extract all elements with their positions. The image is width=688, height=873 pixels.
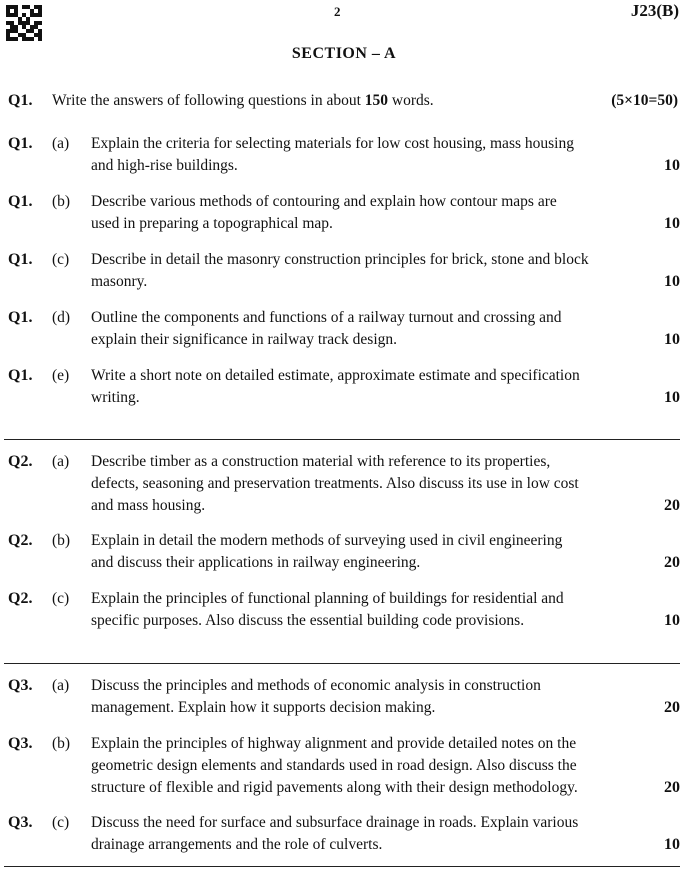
question-part: (d) xyxy=(52,309,71,326)
question-line: Describe timber as a construction material with reference to its properties, xyxy=(91,453,551,470)
question-marks: 10 xyxy=(664,612,680,629)
question-line: Describe in detail the masonry construction principles for brick, stone and block xyxy=(91,251,589,268)
question-line: specific purposes. Also discuss the essential building code provisions. xyxy=(91,612,525,629)
question-number: Q3. xyxy=(8,814,33,831)
instruction-text xyxy=(52,92,434,110)
question-marks: 20 xyxy=(664,779,680,796)
question-part: (a) xyxy=(52,135,70,152)
question-number: Q1. xyxy=(8,193,33,210)
question-part: (c) xyxy=(52,251,70,268)
question-number: Q1. xyxy=(8,251,33,268)
question-line: Explain in detail the modern methods of surveying used in civil engineering xyxy=(91,532,563,549)
question-marks: 20 xyxy=(664,497,680,514)
instruction-qno: Q1. xyxy=(8,92,33,109)
section-title: SECTION – A xyxy=(291,45,397,62)
question-text xyxy=(91,733,647,799)
question-line: defects, seasoning and preservation treatments. Also discuss its use in low cost xyxy=(91,475,579,492)
divider xyxy=(4,439,680,440)
question-number: Q1. xyxy=(8,135,33,152)
question-part: (e) xyxy=(52,367,70,384)
question-text xyxy=(91,812,647,856)
question-line: drainage arrangements and the role of culverts. xyxy=(91,836,383,853)
question-part: (a) xyxy=(52,677,70,694)
question-line: Write a short note on detailed estimate, approximate estimate and specification xyxy=(91,367,580,384)
question-line: management. Explain how it supports decision making. xyxy=(91,699,436,716)
question-marks: 10 xyxy=(664,389,680,406)
question-text xyxy=(91,530,647,574)
question-line: and discuss their applications in railway engineering. xyxy=(91,554,421,571)
question-line: Explain the principles of functional planning of buildings for residential and xyxy=(91,590,564,607)
question-part: (c) xyxy=(52,590,70,607)
question-text xyxy=(91,191,647,235)
question-text xyxy=(91,588,647,632)
question-marks: 10 xyxy=(664,157,680,174)
page-number: 2 xyxy=(334,4,341,19)
question-text xyxy=(91,675,647,719)
question-marks: 10 xyxy=(664,215,680,232)
question-text xyxy=(91,451,647,517)
question-line: Explain the principles of highway alignment and provide detailed notes on the xyxy=(91,735,577,752)
instruction xyxy=(8,92,680,110)
question-line: Discuss the principles and methods of economic analysis in construction xyxy=(91,677,541,694)
instruction-marks: (5×10=50) xyxy=(611,92,678,109)
question-number: Q1. xyxy=(8,309,33,326)
question-line: explain their significance in railway track design. xyxy=(91,331,398,348)
question-marks: 20 xyxy=(664,699,680,716)
question-part: (b) xyxy=(52,735,71,752)
question-line: Outline the components and functions of a railway turnout and crossing and xyxy=(91,309,562,326)
question-marks: 20 xyxy=(664,554,680,571)
question-part: (b) xyxy=(52,193,71,210)
question-number: Q2. xyxy=(8,590,33,607)
question-line: used in preparing a topographical map. xyxy=(91,215,333,232)
question-part: (b) xyxy=(52,532,71,549)
question-line: and high-rise buildings. xyxy=(91,157,238,174)
question-line: Describe various methods of contouring and explain how contour maps are xyxy=(91,193,557,210)
instruction-text-a: Write the answers of following questions in about xyxy=(52,92,365,109)
instruction-word-count: 150 xyxy=(364,92,389,109)
question-number: Q2. xyxy=(8,532,33,549)
instruction-text-b: words. xyxy=(388,92,434,109)
question-line: Discuss the need for surface and subsurface drainage in roads. Explain various xyxy=(91,814,579,831)
question-text xyxy=(91,307,647,351)
question-line: geometric design elements and standards used in road design. Also discuss the xyxy=(91,757,577,774)
question-line: writing. xyxy=(91,389,140,406)
divider xyxy=(4,866,680,867)
question-number: Q1. xyxy=(8,367,33,384)
question-part: (c) xyxy=(52,814,70,831)
question-part: (a) xyxy=(52,453,70,470)
question-number: Q3. xyxy=(8,677,33,694)
question-number: Q2. xyxy=(8,453,33,470)
question-marks: 10 xyxy=(664,273,680,290)
question-text xyxy=(91,365,647,409)
question-marks: 10 xyxy=(664,331,680,348)
divider xyxy=(4,663,680,664)
question-text xyxy=(91,249,647,293)
qr-code xyxy=(6,5,42,43)
question-line: Explain the criteria for selecting materials for low cost housing, mass housing xyxy=(91,135,574,152)
question-line: and mass housing. xyxy=(91,497,206,514)
question-marks: 10 xyxy=(664,836,680,853)
paper-code: J23(B) xyxy=(630,1,679,20)
question-number: Q3. xyxy=(8,735,33,752)
question-line: structure of flexible and rigid pavements along with their design methodology. xyxy=(91,779,578,796)
question-text xyxy=(91,133,647,177)
question-line: masonry. xyxy=(91,273,148,290)
